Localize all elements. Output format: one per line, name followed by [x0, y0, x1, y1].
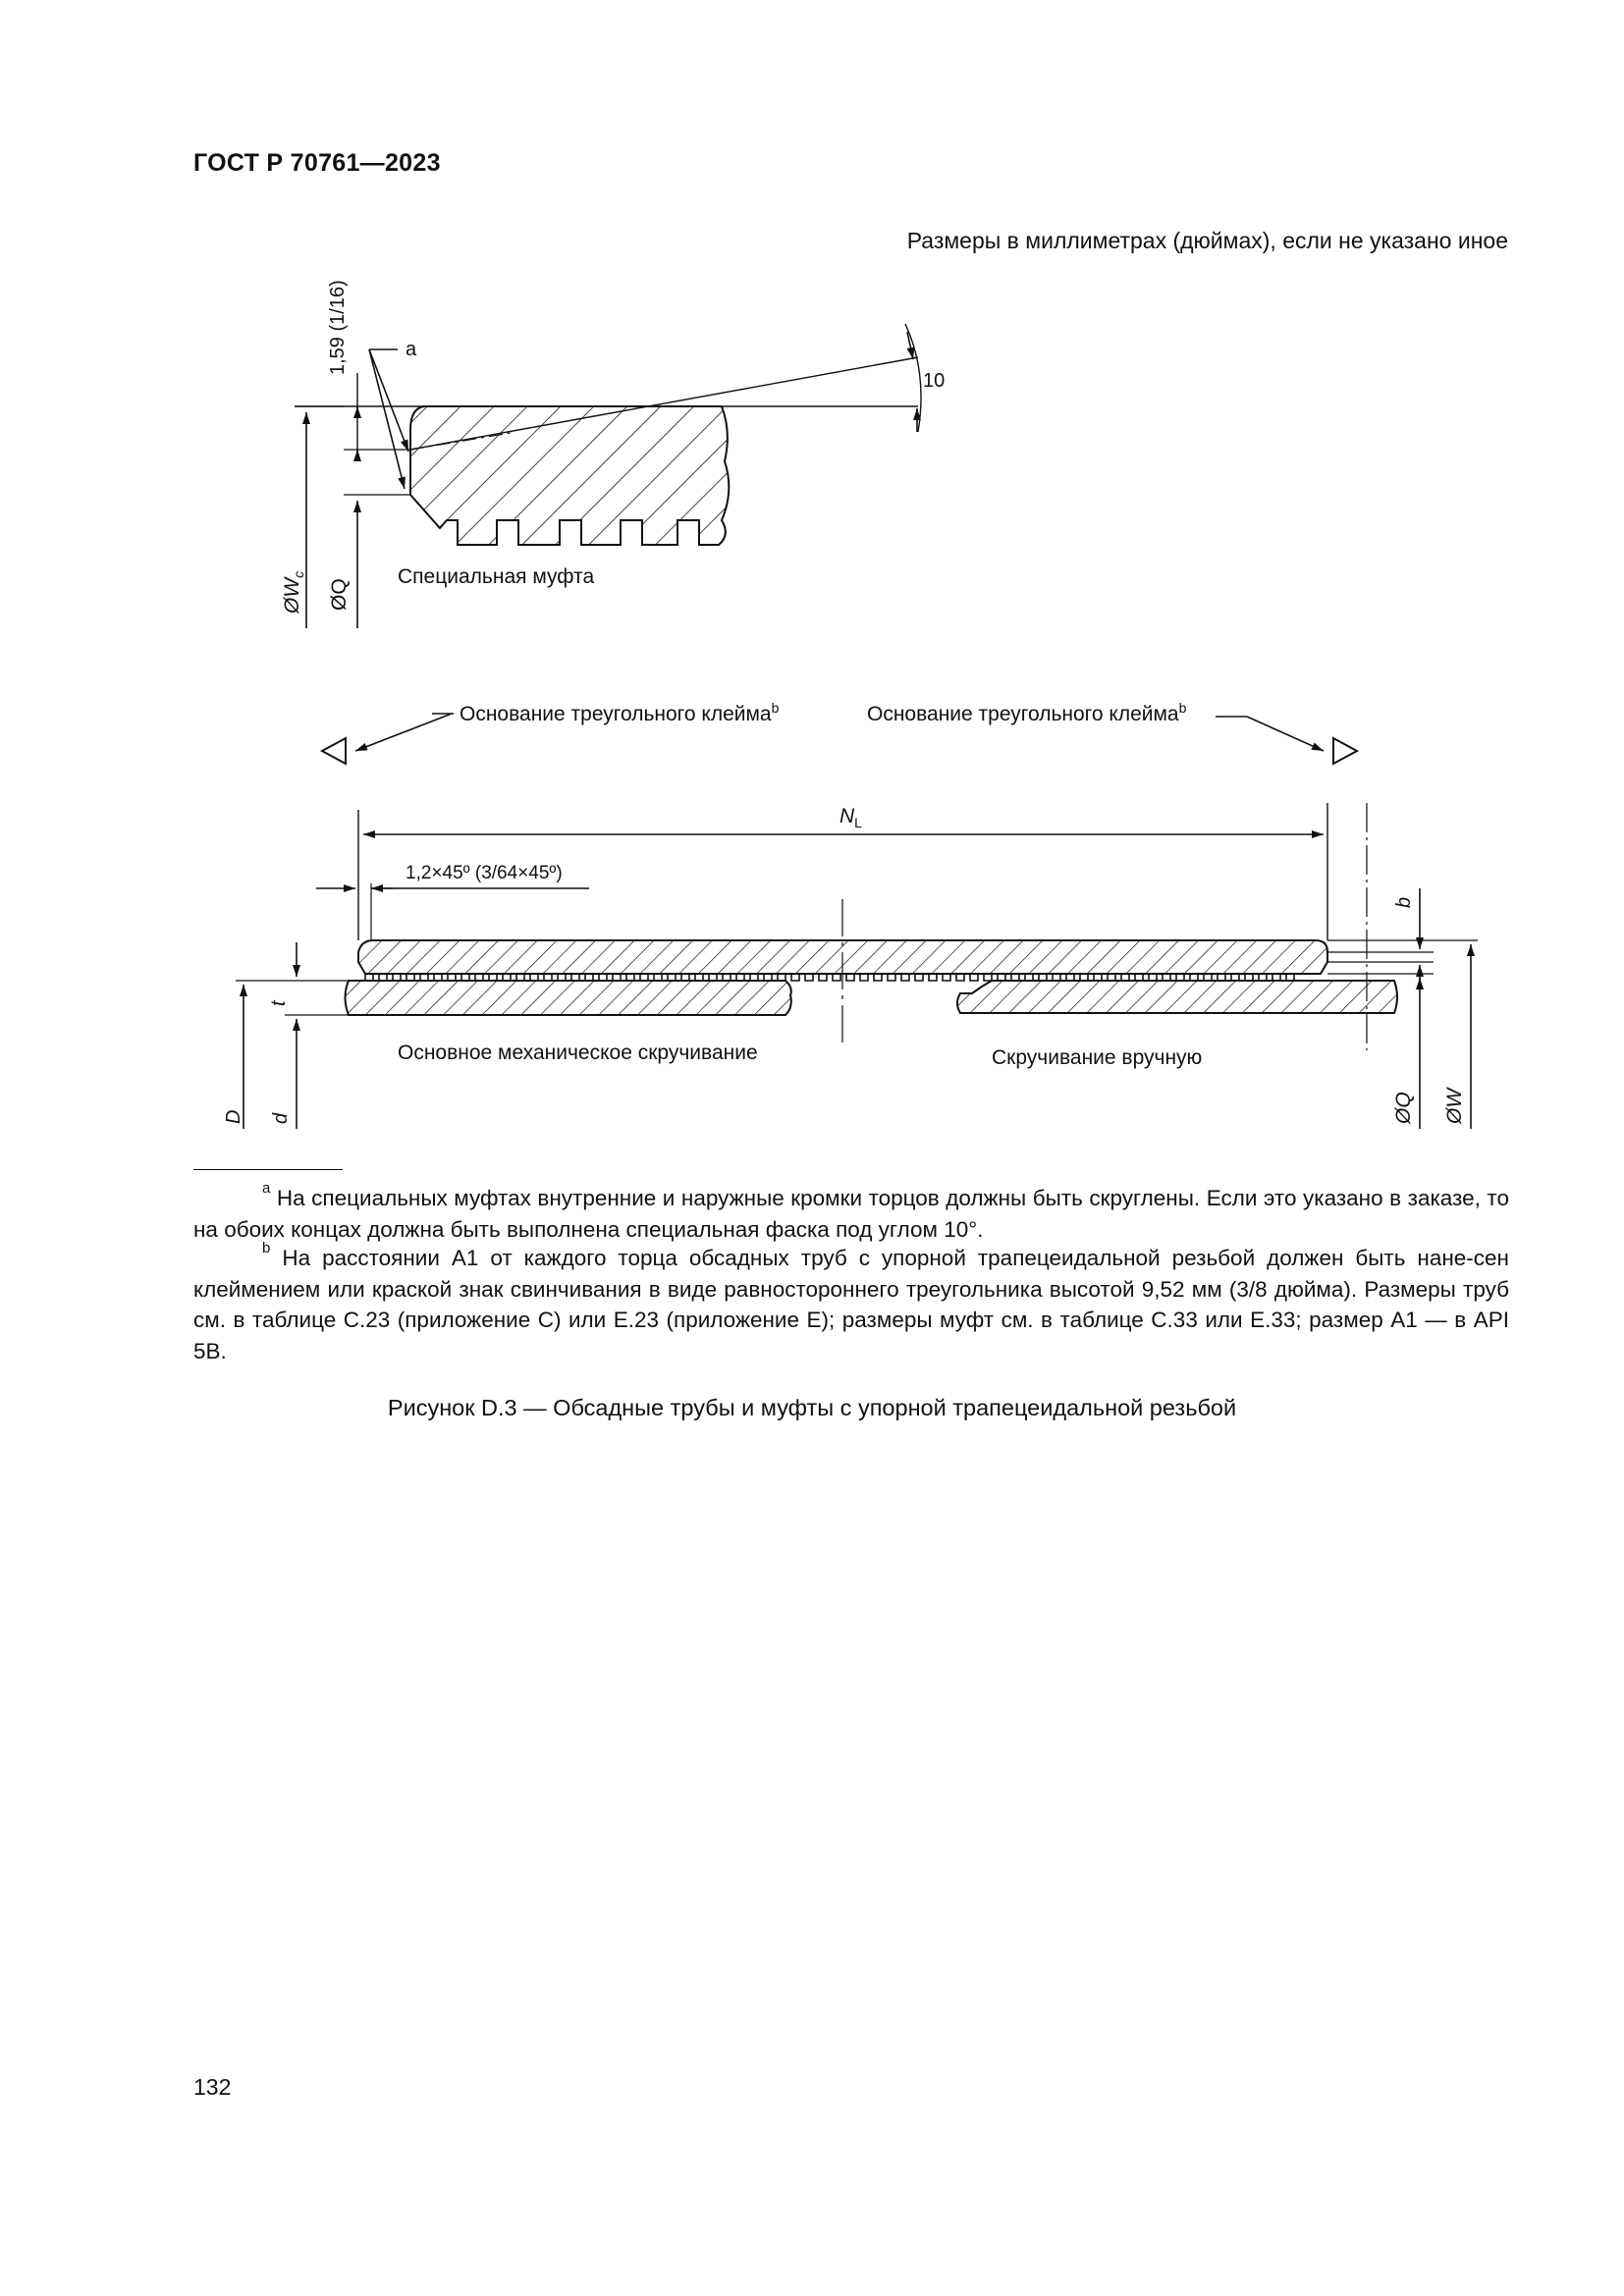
coupling-section	[410, 406, 729, 545]
angle-10: 10	[923, 370, 946, 392]
special-coupling-caption: Специальная муфта	[398, 565, 595, 588]
footnote-b: $^b$ На расстоянии А1 от каждого торца обсадных труб с упорной трапецеидальной резьбой должен быть нане-сен клеймением или краской знак свинчивания в виде равностороннего треугольника высотой 9,52 мм (3/8 дюйма). Размеры труб см. в таблице С.23 (приложение С) или Е.23 (приложение Е); размеры муфт см. в таблице С.33 или Е.33; размер А1 — в API 5B.	[193, 1240, 1509, 1363]
figure-caption: Рисунок D.3 — Обсадные трубы и муфты с упорной трапецеидальной резьбой	[387, 1395, 1237, 1420]
stamp-right-label: Основание треугольного клейма$^b$	[867, 700, 1187, 725]
right-pipe	[957, 981, 1397, 1013]
special-coupling-detail	[295, 324, 921, 628]
dim-1-59: 1,59 (1/16)	[327, 280, 349, 375]
coupling-assembly	[236, 803, 1478, 1129]
dim-t: t	[268, 1000, 290, 1006]
label-a: a	[406, 339, 417, 360]
dim-nl: $N_L$	[839, 805, 862, 830]
dim-oq-top: ØQ	[328, 578, 351, 611]
dim-chamfer: 1,2×45º (3/64×45º)	[406, 863, 563, 883]
dim-d: d	[270, 1112, 292, 1124]
stamp-left-label: Основание треугольного клейма$^b$	[460, 700, 780, 725]
dim-D: D	[223, 1109, 244, 1124]
triangle-right-icon	[1333, 738, 1357, 764]
coupling-body	[358, 940, 1327, 974]
dim-oq-bottom: ØQ	[1392, 1092, 1415, 1124]
dim-b: b	[1393, 896, 1415, 908]
label-machine-makeup: Основное механическое скручивание	[398, 1041, 758, 1064]
units-note: Размеры в миллиметрах (дюймах), если не указано иное	[906, 228, 1508, 253]
triangle-left-icon	[322, 738, 346, 764]
page-number: 132	[193, 2074, 232, 2100]
coupling-threads	[365, 974, 1294, 981]
footnote-a: $^a$ На специальных муфтах внутренние и наружные кромки торцов должны быть скруглены. Если это указано в заказе, то на обоих концах должна быть выполнена специальная фаска под углом 10°.	[193, 1180, 1509, 1242]
left-pipe	[346, 981, 791, 1015]
dim-ow: ØW	[1443, 1088, 1466, 1124]
label-manual-makeup: Скручивание вручную	[992, 1046, 1203, 1069]
dim-owc: $ØW_c$	[281, 570, 306, 614]
document-title: ГОСТ Р 70761—2023	[193, 149, 441, 177]
footnote-divider	[193, 1169, 343, 1170]
